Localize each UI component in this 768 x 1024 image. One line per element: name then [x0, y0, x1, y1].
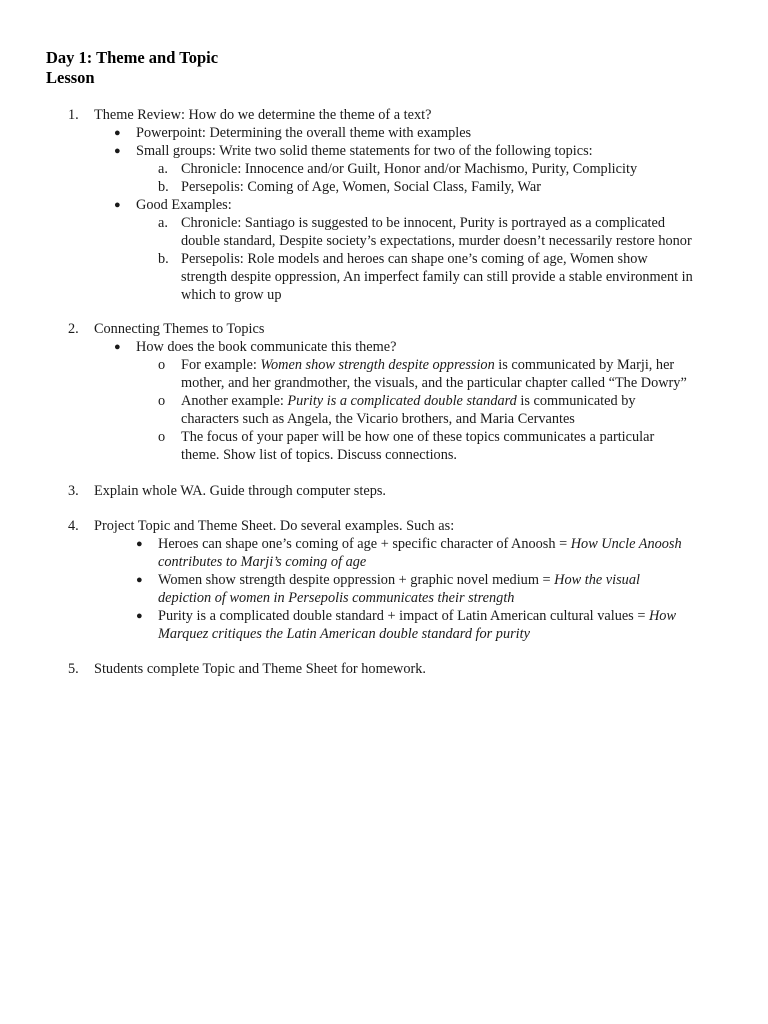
section-2-item-1-line-2: mother, and her grandmother, the visuals, and the particular chapter called “The Dowry”	[181, 375, 687, 391]
section-1-bullet-2: Small groups: Write two solid theme statements for two of the following topics:	[136, 143, 593, 159]
section-1-bullet-3: Good Examples:	[136, 197, 232, 213]
document-title	[46, 48, 218, 88]
section-2-item-1-line-1: For example: Women show strength despite oppression is communicated by Marji, her	[181, 357, 675, 373]
list-letter-a: a.	[158, 161, 168, 177]
section-1-heading: Theme Review: How do we determine the theme of a text?	[94, 107, 432, 123]
bullet-icon: ●	[114, 145, 121, 157]
section-1-bullet-2b: Persepolis: Coming of Age, Women, Social Class, Family, War	[181, 179, 541, 195]
list-number-3: 3.	[68, 483, 79, 499]
section-1-bullet-2a: Chronicle: Innocence and/or Guilt, Honor and/or Machismo, Purity, Complicity	[181, 161, 638, 177]
bullet-icon: ●	[114, 199, 121, 211]
bullet-icon: ●	[136, 538, 143, 550]
section-1-bullet-3a-line-1: Chronicle: Santiago is suggested to be innocent, Purity is portrayed as a complicated	[181, 215, 665, 231]
section-5-heading: Students complete Topic and Theme Sheet for homework.	[94, 661, 426, 677]
list-number-2: 2.	[68, 321, 79, 337]
section-3-heading: Explain whole WA. Guide through computer steps.	[94, 483, 386, 499]
section-4-example-1-line-1: Heroes can shape one’s coming of age + specific character of Anoosh = How Uncle Anoosh	[158, 536, 682, 552]
section-4-example-2-line-2: depiction of women in Persepolis communicates their strength	[158, 590, 515, 606]
bullet-icon: ●	[114, 127, 121, 139]
title-line: Day 1: Theme and Topic	[46, 48, 219, 67]
section-2-item-3-line-1: The focus of your paper will be how one of these topics communicates a particular	[181, 429, 655, 445]
section-2-item-2-line-2: characters such as Angela, the Vicario brothers, and Maria Cervantes	[181, 411, 575, 427]
section-1-bullet-3a-line-2: double standard, Despite society’s expectations, murder doesn’t necessarily restore honor	[181, 233, 692, 249]
circle-bullet-icon: o	[158, 393, 166, 409]
list-letter-b: b.	[158, 251, 169, 267]
section-4-example-3-line-1: Purity is a complicated double standard + impact of Latin American cultural values = How	[158, 608, 676, 624]
section-4-example-1-line-2: contributes to Marji’s coming of age	[158, 554, 367, 570]
bullet-icon: ●	[136, 574, 143, 586]
list-letter-a: a.	[158, 215, 168, 231]
bullet-icon: ●	[136, 610, 143, 622]
section-2-item-3-line-2: theme. Show list of topics. Discuss connections.	[181, 447, 457, 463]
section-1-bullet-1: Powerpoint: Determining the overall theme with examples	[136, 125, 472, 141]
bullet-icon: ●	[114, 341, 121, 353]
circle-bullet-icon: o	[158, 357, 166, 373]
section-2-heading: Connecting Themes to Topics	[94, 321, 265, 337]
section-4-example-3-line-2: Marquez critiques the Latin American double standard for purity	[158, 626, 530, 642]
section-4-example-2-line-1: Women show strength despite oppression + graphic novel medium = How the visual	[158, 572, 640, 588]
section-4-heading: Project Topic and Theme Sheet. Do several examples. Such as:	[94, 518, 455, 534]
section-2-item-2-line-1: Another example: Purity is a complicated double standard is communicated by	[181, 393, 636, 409]
list-letter-b: b.	[158, 179, 169, 195]
section-1-bullet-3b-line-2: strength despite oppression, An imperfect family can still provide a stable environment in	[181, 269, 693, 285]
list-number-5: 5.	[68, 661, 79, 677]
subtitle-line: Lesson	[46, 68, 95, 87]
list-number-1: 1.	[68, 107, 79, 123]
list-number-4: 4.	[68, 518, 79, 534]
section-1-bullet-3b-line-3: which to grow up	[181, 287, 282, 303]
circle-bullet-icon: o	[158, 429, 166, 445]
section-2-bullet-1: How does the book communicate this theme?	[136, 339, 397, 355]
section-1-bullet-3b-line-1: Persepolis: Role models and heroes can shape one’s coming of age, Women show	[181, 251, 648, 267]
